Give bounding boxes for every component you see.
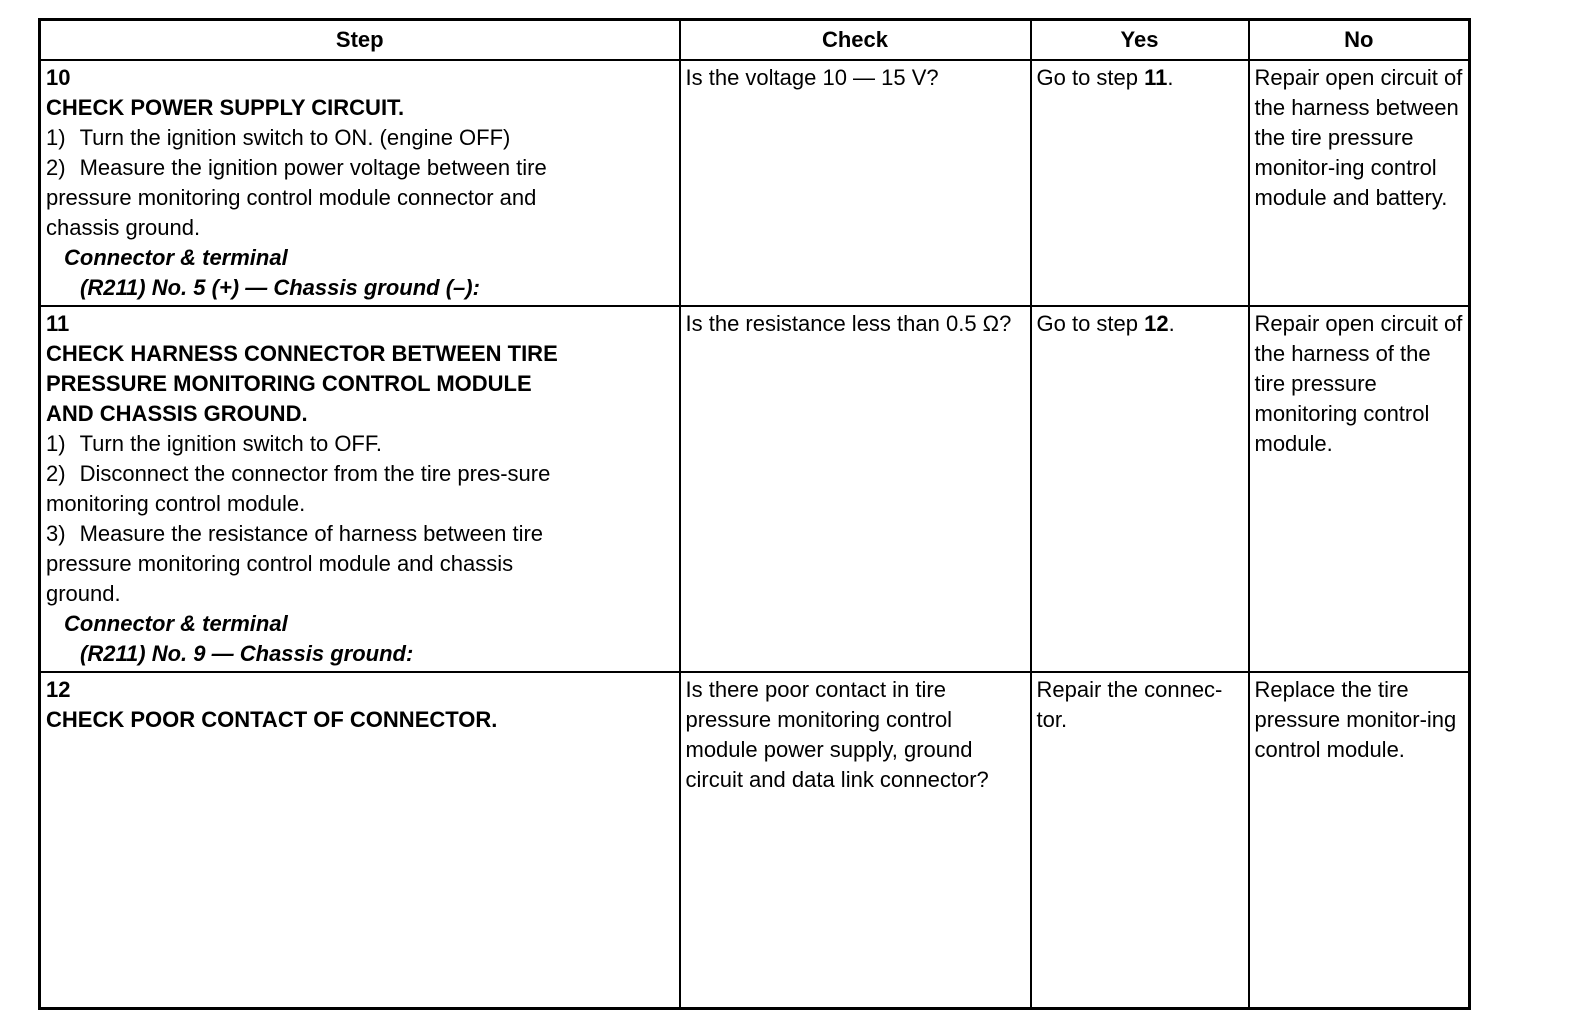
substep-number: 2) (46, 155, 66, 180)
step-title: CHECK POOR CONTACT OF CONNECTOR. (46, 707, 498, 732)
yes-suffix: . (1168, 311, 1175, 336)
diagnostic-table (38, 18, 1471, 1010)
step-content (46, 93, 564, 303)
no-cell: Repair open circuit of the harness of the tire pressure monitoring control module. (1249, 306, 1470, 672)
step-number: 11 (46, 311, 70, 336)
check-cell: Is the voltage 10 — 15 V? (680, 60, 1031, 306)
substep-text: Disconnect the connector from the tire pres-sure monitoring control module. (46, 461, 551, 516)
substep-text: Measure the ignition power voltage between tire pressure monitoring control module connector and chassis ground. (46, 155, 547, 240)
check-cell: Is the resistance less than 0.5 Ω? (680, 306, 1031, 672)
header-step: Step (40, 20, 680, 61)
yes-step-link[interactable]: 12 (1144, 311, 1169, 336)
substep (46, 123, 564, 153)
step-cell (40, 60, 680, 306)
step-number: 12 (46, 677, 71, 702)
substep-number: 3) (46, 521, 66, 546)
check-cell: Is there poor contact in tire pressure monitoring control module power supply, ground circuit and data link connector? (680, 672, 1031, 1009)
step-number: 10 (46, 65, 71, 90)
no-cell: Repair open circuit of the harness between the tire pressure monitor-ing control module and battery. (1249, 60, 1470, 306)
no-cell: Replace the tire pressure monitor-ing control module. (1249, 672, 1470, 1009)
table-row (40, 60, 1470, 306)
yes-cell (1031, 306, 1249, 672)
step-content (46, 339, 564, 669)
table-row (40, 306, 1470, 672)
step-cell (40, 672, 680, 1009)
yes-prefix: Go to step (1036, 65, 1145, 90)
yes-prefix: Go to step (1036, 311, 1145, 336)
table-row (40, 672, 1470, 1009)
substep-text: Turn the ignition switch to ON. (engine OFF) (79, 125, 511, 150)
yes-cell (1031, 60, 1249, 306)
step-content (46, 705, 564, 735)
connector-label: Connector & terminal (64, 245, 288, 270)
yes-suffix: . (1167, 65, 1174, 90)
connector-label: Connector & terminal (64, 611, 288, 636)
connector-terminal: (R211) No. 9 — Chassis ground: (80, 641, 414, 666)
header-no: No (1249, 20, 1470, 61)
step-title: CHECK POWER SUPPLY CIRCUIT. (46, 95, 405, 120)
step-title: CHECK HARNESS CONNECTOR BETWEEN TIRE PRESSURE MONITORING CONTROL MODULE AND CHASSIS GROUND. (46, 341, 558, 426)
header-yes: Yes (1031, 20, 1249, 61)
connector-terminal: (R211) No. 5 (+) — Chassis ground (–): (80, 275, 480, 300)
substep (46, 429, 564, 459)
substep-number: 2) (46, 461, 66, 486)
step-cell (40, 306, 680, 672)
yes-cell: Repair the connec-tor. (1031, 672, 1249, 1009)
substep (46, 519, 564, 609)
substep-text: Turn the ignition switch to OFF. (79, 431, 382, 456)
substep (46, 459, 564, 519)
substep (46, 153, 564, 243)
table-header-row (40, 20, 1470, 61)
yes-step-link[interactable]: 11 (1144, 65, 1168, 90)
substep-number: 1) (46, 125, 66, 150)
header-check: Check (680, 20, 1031, 61)
substep-number: 1) (46, 431, 66, 456)
substep-text: Measure the resistance of harness between tire pressure monitoring control module and chassis ground. (46, 521, 544, 606)
